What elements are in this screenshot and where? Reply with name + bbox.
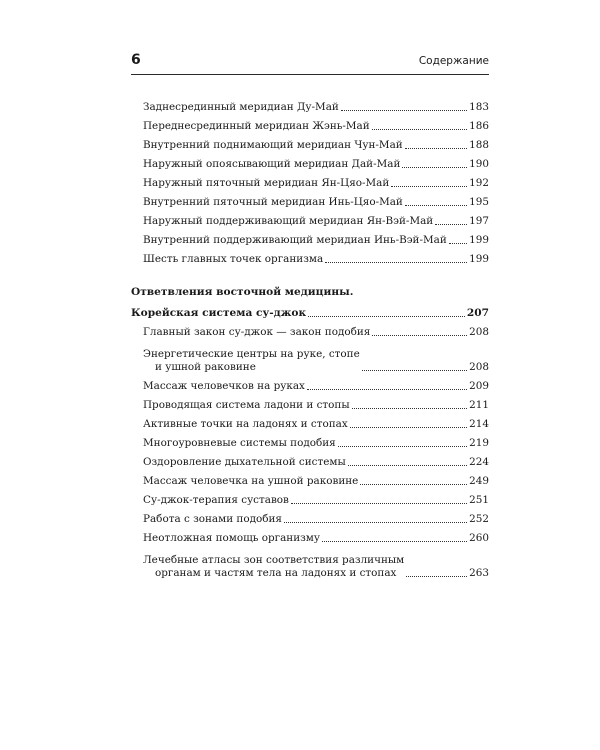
toc-entry-title-line2: и ушной раковине <box>155 361 256 373</box>
toc-entry-title: Многоуровневые системы подобия <box>143 437 336 449</box>
toc-entry-page: 190 <box>469 158 489 170</box>
leader-dots <box>338 446 467 447</box>
toc-entry-page: 192 <box>469 177 489 189</box>
toc-entry[interactable] <box>131 507 489 526</box>
toc-entry[interactable] <box>131 374 489 393</box>
leader-dots <box>406 576 467 577</box>
leader-dots <box>308 316 465 317</box>
toc-entry-page: 186 <box>469 120 489 132</box>
toc-entry[interactable] <box>131 320 489 339</box>
toc-entry-page: 251 <box>469 494 489 506</box>
toc-entry-title: Массаж человечка на ушной раковине <box>143 475 359 487</box>
toc-entry-title <box>143 554 404 580</box>
toc-entry-page: 214 <box>469 418 489 430</box>
toc-section-entry[interactable] <box>131 301 489 320</box>
toc-entry-page: 195 <box>469 196 489 208</box>
toc-entry[interactable] <box>131 339 489 374</box>
leader-dots <box>362 370 467 371</box>
toc-entry-title: Оздоровление дыхательной системы <box>143 456 346 468</box>
toc-entry[interactable] <box>131 526 489 545</box>
toc-entry-title-line1: Лечебные атласы зон соответствия различным <box>143 554 405 566</box>
toc-entry-page: 199 <box>469 253 489 265</box>
toc-entry-title: Переднесрединный меридиан Жэнь-Май <box>143 120 370 132</box>
toc-entry-page: 260 <box>469 532 489 544</box>
running-title: Содержание <box>418 55 489 67</box>
toc-entry[interactable] <box>131 431 489 450</box>
leader-dots <box>341 110 467 111</box>
toc-entry[interactable] <box>131 209 489 228</box>
leader-dots <box>348 465 467 466</box>
leader-dots <box>449 243 467 244</box>
toc-entry-title: Проводящая система ладони и стопы <box>143 399 350 411</box>
toc-entry-title: Наружный поддерживающий меридиан Ян-Вэй-Май <box>143 215 434 227</box>
leader-dots <box>350 427 467 428</box>
table-of-contents <box>131 95 489 580</box>
section-spacer <box>131 266 489 283</box>
toc-entry-title: Шесть главных точек организма <box>143 253 324 265</box>
toc-entry-title: Массаж человечков на руках <box>143 380 305 392</box>
leader-dots <box>352 408 468 409</box>
toc-entry-page: 211 <box>469 399 489 411</box>
toc-entry-page: 263 <box>469 567 489 579</box>
page-number: 6 <box>131 52 141 68</box>
toc-entry[interactable] <box>131 171 489 190</box>
toc-entry-page: 188 <box>469 139 489 151</box>
toc-entry[interactable] <box>131 545 489 580</box>
leader-dots <box>322 541 467 542</box>
toc-entry-title <box>143 348 360 374</box>
toc-entry[interactable] <box>131 450 489 469</box>
toc-entry-title: Главный закон су-джок — закон подобия <box>143 326 371 338</box>
toc-entry-page: 224 <box>469 456 489 468</box>
toc-entry-title: Наружный пяточный меридиан Ян-Цяо-Май <box>143 177 390 189</box>
leader-dots <box>435 224 467 225</box>
toc-entry-title: Работа с зонами подобия <box>143 513 282 525</box>
toc-entry[interactable] <box>131 469 489 488</box>
leader-dots <box>402 167 467 168</box>
toc-entry-title-line2: органам и частям тела на ладонях и стопах <box>155 567 397 579</box>
leader-dots <box>291 503 467 504</box>
toc-entry-title: Су-джок-терапия суставов <box>143 494 289 506</box>
toc-entry-title: Активные точки на ладонях и стопах <box>143 418 348 430</box>
toc-entry-page: 209 <box>469 380 489 392</box>
leader-dots <box>284 522 467 523</box>
toc-entry-page: 197 <box>469 215 489 227</box>
toc-entry-page: 208 <box>469 361 489 373</box>
toc-entry[interactable] <box>131 95 489 114</box>
toc-entry-page: 183 <box>469 101 489 113</box>
toc-entry[interactable] <box>131 190 489 209</box>
leader-dots <box>372 129 467 130</box>
leader-dots <box>325 262 467 263</box>
toc-entry-title: Неотложная помощь организму <box>143 532 321 544</box>
toc-entry-title-line1: Энергетические центры на руке, стопе <box>143 348 360 360</box>
toc-entry-page: 252 <box>469 513 489 525</box>
toc-entry-title: Внутренний поддерживающий меридиан Инь-Вэй-Май <box>143 234 447 246</box>
leader-dots <box>372 335 467 336</box>
toc-entry[interactable] <box>131 393 489 412</box>
toc-entry[interactable] <box>131 114 489 133</box>
toc-entry-page: 199 <box>469 234 489 246</box>
toc-entry-title: Внутренний пяточный меридиан Инь-Цяо-Май <box>143 196 403 208</box>
toc-entry-page: 208 <box>469 326 489 338</box>
toc-entry[interactable] <box>131 133 489 152</box>
toc-entry-page: 207 <box>466 306 489 319</box>
leader-dots <box>360 484 467 485</box>
page-header <box>131 52 489 75</box>
leader-dots <box>307 389 467 390</box>
toc-entry[interactable] <box>131 247 489 266</box>
toc-entry-title: Внутренний поднимающий меридиан Чун-Май <box>143 139 403 151</box>
toc-entry[interactable] <box>131 152 489 171</box>
leader-dots <box>405 205 467 206</box>
toc-entry-title: Наружный опоясывающий меридиан Дай-Май <box>143 158 401 170</box>
toc-entry-page: 219 <box>469 437 489 449</box>
leader-dots <box>391 186 467 187</box>
toc-entry-title: Заднесрединный меридиан Ду-Май <box>143 101 339 113</box>
toc-entry[interactable] <box>131 228 489 247</box>
section-heading: Ответвления восточной медицины. <box>131 286 354 298</box>
leader-dots <box>405 148 467 149</box>
toc-entry[interactable] <box>131 488 489 507</box>
toc-entry[interactable] <box>131 412 489 431</box>
toc-entry-page: 249 <box>469 475 489 487</box>
toc-section-title: Корейская система су-джок <box>131 306 307 319</box>
